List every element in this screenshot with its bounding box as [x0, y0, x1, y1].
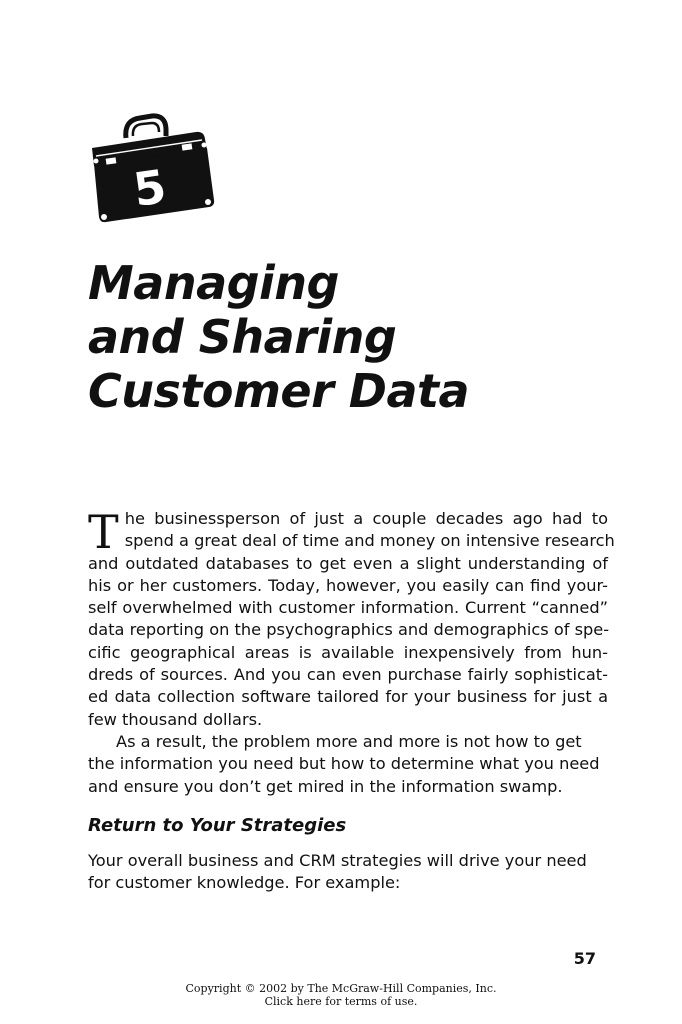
- para-line: data reporting on the psychographics and demographics of spe-: [88, 620, 610, 640]
- para-line: and outdated databases to get even a slight understanding of: [88, 553, 608, 573]
- footer: [0, 982, 682, 1008]
- terms-link[interactable]: Click here for terms of use.: [264, 995, 418, 1008]
- briefcase-chapter-icon: [86, 112, 216, 224]
- section-paragraph: Your overall business and CRM strategies will drive your need for customer knowledge. For example:: [88, 851, 587, 893]
- second-paragraph: As a result, the problem more and more is not how to get the information you need but how to determine what you need and ensure you don’t get mired in the information swamp.: [88, 731, 600, 796]
- drop-cap: T: [88, 505, 119, 559]
- para-line: ed data collection software tailored for your business for just a: [88, 687, 608, 707]
- para-line: few thousand dollars.: [88, 709, 263, 729]
- chapter-title-line-3: Customer Data: [88, 364, 470, 418]
- para-line: cific geographical areas is available inexpensively from hun-: [88, 642, 608, 662]
- para-line: he businessperson of just a couple decades ago had to: [124, 509, 608, 528]
- page-number: 57: [573, 949, 596, 968]
- para-line: spend a great deal of time and money on intensive research: [124, 531, 615, 551]
- intro-paragraph: [88, 505, 615, 731]
- chapter-title-line-2: and Sharing: [88, 310, 397, 364]
- chapter-title: [88, 256, 469, 418]
- para-line: dreds of sources. And you can even purchase fairly sophisticat-: [88, 665, 608, 685]
- copyright-notice: Copyright © 2002 by The McGraw-Hill Companies, Inc.: [185, 982, 497, 995]
- para-line: self overwhelmed with customer information. Current “canned”: [88, 598, 608, 618]
- chapter-title-line-1: Managing: [88, 256, 339, 310]
- chapter-number: 5: [130, 159, 170, 217]
- para-line: his or her customers. Today, however, you easily can find your-: [88, 575, 608, 595]
- section-heading: Return to Your Strategies: [88, 815, 347, 836]
- chapter-body: [88, 505, 615, 798]
